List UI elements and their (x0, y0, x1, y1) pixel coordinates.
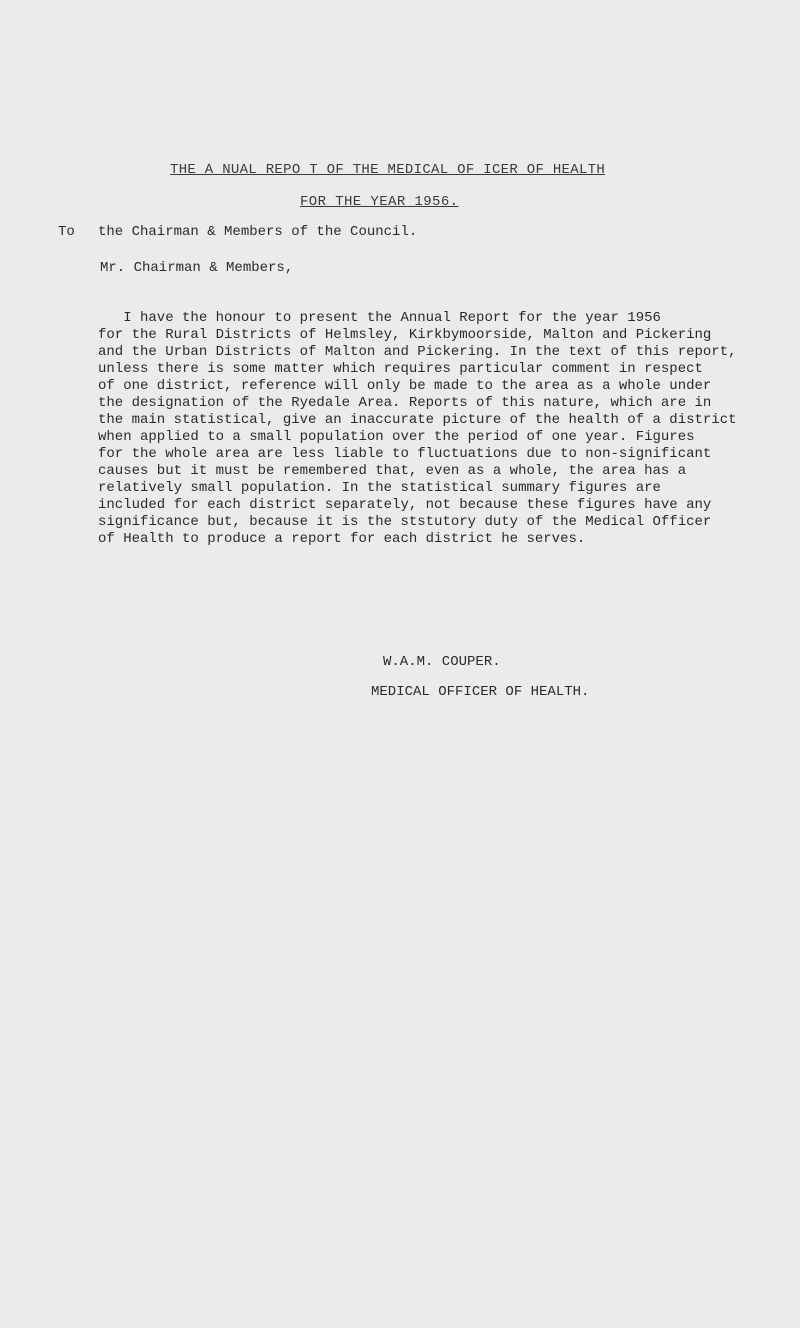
body-line: the designation of the Ryedale Area. Reports of this nature, which are in (98, 395, 712, 411)
body-line: I have the honour to present the Annual Report for the year 1956 (98, 310, 661, 326)
body-line: unless there is some matter which requires particular comment in respect (98, 361, 703, 377)
report-title: THE A NUAL REPO T OF THE MEDICAL OF ICER OF HEALTH (170, 162, 606, 178)
report-subtitle: FOR THE YEAR 1956. (300, 194, 459, 210)
body-line: the main statistical, give an inaccurate picture of the health of a district (98, 412, 737, 428)
body-line: when applied to a small population over the period of one year. Figures (98, 429, 695, 445)
body-line: of Health to produce a report for each district he serves. (98, 531, 586, 547)
body-line: significance but, because it is the ststutory duty of the Medical Officer (98, 514, 712, 530)
signature-name: W.A.M. COUPER. (383, 654, 501, 670)
body-line: for the whole area are less liable to fluctuations due to non-significant (98, 446, 712, 462)
body-line: and the Urban Districts of Malton and Pickering. In the text of this report, (98, 344, 737, 360)
body-line: of one district, reference will only be made to the area as a whole under (98, 378, 712, 394)
body-line: for the Rural Districts of Helmsley, Kirkbymoorside, Malton and Pickering (98, 327, 712, 343)
body-line: relatively small population. In the statistical summary figures are (98, 480, 661, 496)
signature-role: MEDICAL OFFICER OF HEALTH. (371, 684, 590, 700)
addressee-text: the Chairman & Members of the Council. (98, 224, 418, 240)
addressee-prefix: To (58, 224, 75, 240)
body-line: causes but it must be remembered that, even as a whole, the area has a (98, 463, 687, 479)
salutation: Mr. Chairman & Members, (100, 260, 294, 276)
body-line: included for each district separately, not because these figures have any (98, 497, 712, 513)
body-paragraph (98, 310, 737, 548)
